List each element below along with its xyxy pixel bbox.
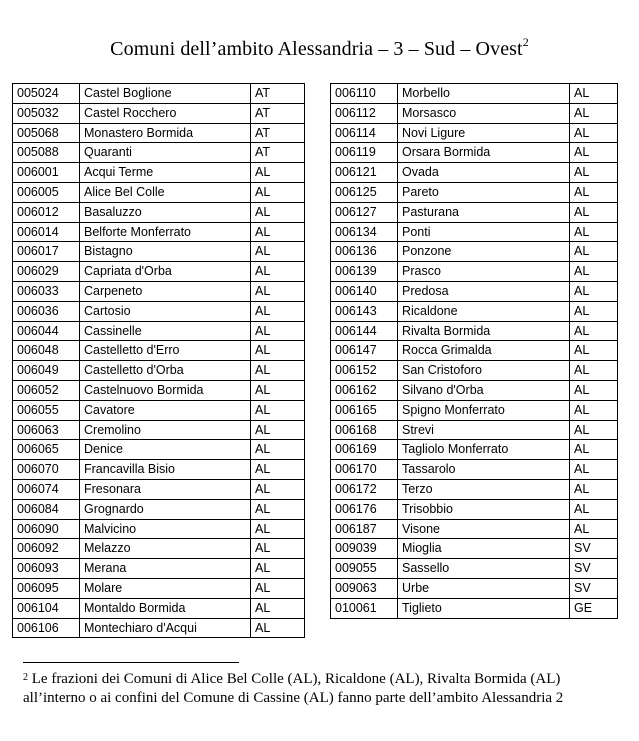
- table-row: [331, 321, 618, 341]
- province-cell: AL: [570, 103, 618, 123]
- istat-code-cell: 006095: [13, 578, 80, 598]
- istat-code-cell: 006134: [331, 222, 398, 242]
- istat-code-cell: 006143: [331, 301, 398, 321]
- istat-code-cell: 006001: [13, 163, 80, 183]
- table-row: [331, 380, 618, 400]
- province-cell: AT: [251, 143, 305, 163]
- table-row: [13, 143, 305, 163]
- istat-code-cell: 006114: [331, 123, 398, 143]
- comune-name-cell: Predosa: [398, 281, 570, 301]
- table-row: [331, 499, 618, 519]
- comune-name-cell: Bistagno: [80, 242, 251, 262]
- istat-code-cell: 006084: [13, 499, 80, 519]
- comune-name-cell: Grognardo: [80, 499, 251, 519]
- province-cell: AL: [251, 559, 305, 579]
- table-row: [13, 103, 305, 123]
- table-row: [13, 380, 305, 400]
- istat-code-cell: 006063: [13, 420, 80, 440]
- comune-name-cell: Fresonara: [80, 479, 251, 499]
- comune-name-cell: Alice Bel Colle: [80, 182, 251, 202]
- comune-name-cell: Monastero Bormida: [80, 123, 251, 143]
- comune-name-cell: Basaluzzo: [80, 202, 251, 222]
- comune-name-cell: Quaranti: [80, 143, 251, 163]
- province-cell: AL: [251, 539, 305, 559]
- istat-code-cell: 006110: [331, 84, 398, 104]
- comune-name-cell: Trisobbio: [398, 499, 570, 519]
- istat-code-cell: 010061: [331, 598, 398, 618]
- table-row: [331, 578, 618, 598]
- province-cell: AL: [570, 123, 618, 143]
- province-cell: AL: [570, 479, 618, 499]
- comune-name-cell: Tiglieto: [398, 598, 570, 618]
- istat-code-cell: 006036: [13, 301, 80, 321]
- table-row: [331, 242, 618, 262]
- table-row: [13, 301, 305, 321]
- table-row: [13, 222, 305, 242]
- comune-name-cell: Silvano d'Orba: [398, 380, 570, 400]
- comune-name-cell: Terzo: [398, 479, 570, 499]
- istat-code-cell: 009063: [331, 578, 398, 598]
- istat-code-cell: 006165: [331, 400, 398, 420]
- province-cell: AL: [570, 202, 618, 222]
- comune-name-cell: Visone: [398, 519, 570, 539]
- province-cell: SV: [570, 559, 618, 579]
- province-cell: AL: [251, 420, 305, 440]
- istat-code-cell: 006147: [331, 341, 398, 361]
- comune-name-cell: Belforte Monferrato: [80, 222, 251, 242]
- comune-name-cell: Novi Ligure: [398, 123, 570, 143]
- comune-name-cell: Ricaldone: [398, 301, 570, 321]
- comune-name-cell: Cassinelle: [80, 321, 251, 341]
- page-title-text: Comuni dell’ambito Alessandria – 3 – Sud – Ovest: [110, 38, 523, 60]
- footnote-marker: 2: [23, 672, 28, 683]
- comuni-table-right: [330, 83, 618, 619]
- comune-name-cell: San Cristoforo: [398, 361, 570, 381]
- comune-name-cell: Capriata d'Orba: [80, 262, 251, 282]
- table-row: [13, 84, 305, 104]
- comune-name-cell: Montechiaro d'Acqui: [80, 618, 251, 638]
- istat-code-cell: 006162: [331, 380, 398, 400]
- province-cell: AL: [251, 460, 305, 480]
- table-row: [13, 321, 305, 341]
- province-cell: AL: [251, 202, 305, 222]
- table-row: [13, 578, 305, 598]
- table-row: [13, 420, 305, 440]
- istat-code-cell: 006139: [331, 262, 398, 282]
- istat-code-cell: 006104: [13, 598, 80, 618]
- comune-name-cell: Montaldo Bormida: [80, 598, 251, 618]
- province-cell: AL: [251, 440, 305, 460]
- table-row: [331, 84, 618, 104]
- province-cell: AL: [251, 321, 305, 341]
- table-row: [331, 479, 618, 499]
- istat-code-cell: 006172: [331, 479, 398, 499]
- province-cell: AL: [570, 361, 618, 381]
- table-row: [13, 182, 305, 202]
- istat-code-cell: 006127: [331, 202, 398, 222]
- table-row: [331, 202, 618, 222]
- province-cell: AT: [251, 103, 305, 123]
- province-cell: AL: [570, 143, 618, 163]
- table-row: [331, 301, 618, 321]
- province-cell: AL: [251, 301, 305, 321]
- table-row: [331, 103, 618, 123]
- istat-code-cell: 006065: [13, 440, 80, 460]
- comune-name-cell: Castelletto d'Erro: [80, 341, 251, 361]
- comune-name-cell: Castelnuovo Bormida: [80, 380, 251, 400]
- table-row: [13, 440, 305, 460]
- table-row: [331, 281, 618, 301]
- comune-name-cell: Sassello: [398, 559, 570, 579]
- table-row: [331, 361, 618, 381]
- province-cell: SV: [570, 539, 618, 559]
- istat-code-cell: 006168: [331, 420, 398, 440]
- table-row: [331, 182, 618, 202]
- comune-name-cell: Pasturana: [398, 202, 570, 222]
- province-cell: AL: [251, 400, 305, 420]
- istat-code-cell: 006125: [331, 182, 398, 202]
- table-row: [13, 519, 305, 539]
- comune-name-cell: Castelletto d'Orba: [80, 361, 251, 381]
- province-cell: AL: [570, 222, 618, 242]
- istat-code-cell: 005024: [13, 84, 80, 104]
- istat-code-cell: 006014: [13, 222, 80, 242]
- comune-name-cell: Castel Boglione: [80, 84, 251, 104]
- table-row: [331, 123, 618, 143]
- istat-code-cell: 006005: [13, 182, 80, 202]
- istat-code-cell: 006119: [331, 143, 398, 163]
- istat-code-cell: 009039: [331, 539, 398, 559]
- comune-name-cell: Castel Rocchero: [80, 103, 251, 123]
- province-cell: AT: [251, 123, 305, 143]
- istat-code-cell: 006070: [13, 460, 80, 480]
- comune-name-cell: Acqui Terme: [80, 163, 251, 183]
- province-cell: AL: [251, 499, 305, 519]
- comune-name-cell: Ponti: [398, 222, 570, 242]
- province-cell: AL: [251, 361, 305, 381]
- comune-name-cell: Carpeneto: [80, 281, 251, 301]
- table-row: [13, 163, 305, 183]
- istat-code-cell: 006121: [331, 163, 398, 183]
- province-cell: SV: [570, 578, 618, 598]
- istat-code-cell: 006152: [331, 361, 398, 381]
- istat-code-cell: 006093: [13, 559, 80, 579]
- province-cell: AL: [570, 341, 618, 361]
- comune-name-cell: Morsasco: [398, 103, 570, 123]
- province-cell: AL: [570, 321, 618, 341]
- table-row: [13, 499, 305, 519]
- comune-name-cell: Merana: [80, 559, 251, 579]
- comune-name-cell: Molare: [80, 578, 251, 598]
- table-row: [13, 262, 305, 282]
- comune-name-cell: Francavilla Bisio: [80, 460, 251, 480]
- istat-code-cell: 006187: [331, 519, 398, 539]
- table-row: [331, 598, 618, 618]
- province-cell: AL: [251, 242, 305, 262]
- province-cell: AL: [570, 380, 618, 400]
- comune-name-cell: Malvicino: [80, 519, 251, 539]
- table-row: [331, 559, 618, 579]
- table-row: [331, 341, 618, 361]
- province-cell: AL: [570, 301, 618, 321]
- istat-code-cell: 006048: [13, 341, 80, 361]
- istat-code-cell: 006169: [331, 440, 398, 460]
- comune-name-cell: Prasco: [398, 262, 570, 282]
- istat-code-cell: 006092: [13, 539, 80, 559]
- table-row: [331, 262, 618, 282]
- comune-name-cell: Mioglia: [398, 539, 570, 559]
- comune-name-cell: Morbello: [398, 84, 570, 104]
- istat-code-cell: 006033: [13, 281, 80, 301]
- istat-code-cell: 006140: [331, 281, 398, 301]
- province-cell: AL: [570, 262, 618, 282]
- page-title: [0, 35, 639, 61]
- istat-code-cell: 006112: [331, 103, 398, 123]
- comune-name-cell: Rocca Grimalda: [398, 341, 570, 361]
- province-cell: AL: [570, 84, 618, 104]
- table-row: [331, 539, 618, 559]
- table-row: [13, 460, 305, 480]
- comune-name-cell: Rivalta Bormida: [398, 321, 570, 341]
- footnote: [23, 670, 623, 708]
- table-row: [13, 598, 305, 618]
- footnote-line-1: Le frazioni dei Comuni di Alice Bel Colle (AL), Ricaldone (AL), Rivalta Bormida (AL): [31, 671, 561, 687]
- comune-name-cell: Strevi: [398, 420, 570, 440]
- istat-code-cell: 006136: [331, 242, 398, 262]
- istat-code-cell: 006044: [13, 321, 80, 341]
- istat-code-cell: 006017: [13, 242, 80, 262]
- province-cell: AL: [251, 618, 305, 638]
- table-row: [13, 123, 305, 143]
- province-cell: AL: [570, 499, 618, 519]
- comune-name-cell: Tassarolo: [398, 460, 570, 480]
- comune-name-cell: Urbe: [398, 578, 570, 598]
- istat-code-cell: 006055: [13, 400, 80, 420]
- comune-name-cell: Ponzone: [398, 242, 570, 262]
- istat-code-cell: 006090: [13, 519, 80, 539]
- istat-code-cell: 006029: [13, 262, 80, 282]
- istat-code-cell: 006049: [13, 361, 80, 381]
- istat-code-cell: 006176: [331, 499, 398, 519]
- comune-name-cell: Cremolino: [80, 420, 251, 440]
- comune-name-cell: Pareto: [398, 182, 570, 202]
- province-cell: AL: [570, 519, 618, 539]
- comune-name-cell: Melazzo: [80, 539, 251, 559]
- table-row: [331, 222, 618, 242]
- province-cell: AL: [570, 440, 618, 460]
- table-row: [13, 202, 305, 222]
- province-cell: AL: [570, 182, 618, 202]
- comune-name-cell: Cavatore: [80, 400, 251, 420]
- province-cell: AL: [570, 460, 618, 480]
- comune-name-cell: Cartosio: [80, 301, 251, 321]
- province-cell: AL: [251, 262, 305, 282]
- table-row: [13, 618, 305, 638]
- comune-name-cell: Orsara Bormida: [398, 143, 570, 163]
- istat-code-cell: 005032: [13, 103, 80, 123]
- table-row: [13, 539, 305, 559]
- comune-name-cell: Spigno Monferrato: [398, 400, 570, 420]
- istat-code-cell: 005088: [13, 143, 80, 163]
- province-cell: AL: [251, 281, 305, 301]
- istat-code-cell: 009055: [331, 559, 398, 579]
- province-cell: AL: [251, 479, 305, 499]
- footnote-line-2: all’interno o ai confini del Comune di Cassine (AL) fanno parte dell’ambito Alessandria 2: [23, 690, 564, 706]
- province-cell: AL: [251, 380, 305, 400]
- comune-name-cell: Tagliolo Monferrato: [398, 440, 570, 460]
- istat-code-cell: 006052: [13, 380, 80, 400]
- province-cell: AL: [251, 598, 305, 618]
- istat-code-cell: 006106: [13, 618, 80, 638]
- footnote-separator: [23, 662, 239, 663]
- table-row: [331, 460, 618, 480]
- province-cell: AL: [251, 163, 305, 183]
- table-row: [13, 281, 305, 301]
- province-cell: AL: [570, 163, 618, 183]
- comune-name-cell: Ovada: [398, 163, 570, 183]
- table-row: [331, 400, 618, 420]
- province-cell: AL: [570, 400, 618, 420]
- province-cell: AL: [570, 420, 618, 440]
- table-row: [13, 479, 305, 499]
- province-cell: AL: [570, 242, 618, 262]
- table-row: [331, 163, 618, 183]
- table-row: [13, 341, 305, 361]
- table-row: [13, 361, 305, 381]
- province-cell: AL: [570, 281, 618, 301]
- comune-name-cell: Denice: [80, 440, 251, 460]
- province-cell: AT: [251, 84, 305, 104]
- comuni-table-left: [12, 83, 305, 638]
- istat-code-cell: 006170: [331, 460, 398, 480]
- table-row: [331, 420, 618, 440]
- province-cell: GE: [570, 598, 618, 618]
- table-row: [13, 559, 305, 579]
- table-row: [13, 400, 305, 420]
- istat-code-cell: 006012: [13, 202, 80, 222]
- table-row: [331, 143, 618, 163]
- istat-code-cell: 006074: [13, 479, 80, 499]
- table-row: [331, 440, 618, 460]
- table-row: [331, 519, 618, 539]
- province-cell: AL: [251, 182, 305, 202]
- province-cell: AL: [251, 519, 305, 539]
- province-cell: AL: [251, 578, 305, 598]
- istat-code-cell: 006144: [331, 321, 398, 341]
- table-row: [13, 242, 305, 262]
- province-cell: AL: [251, 222, 305, 242]
- province-cell: AL: [251, 341, 305, 361]
- footnote-reference: 2: [522, 35, 529, 49]
- istat-code-cell: 005068: [13, 123, 80, 143]
